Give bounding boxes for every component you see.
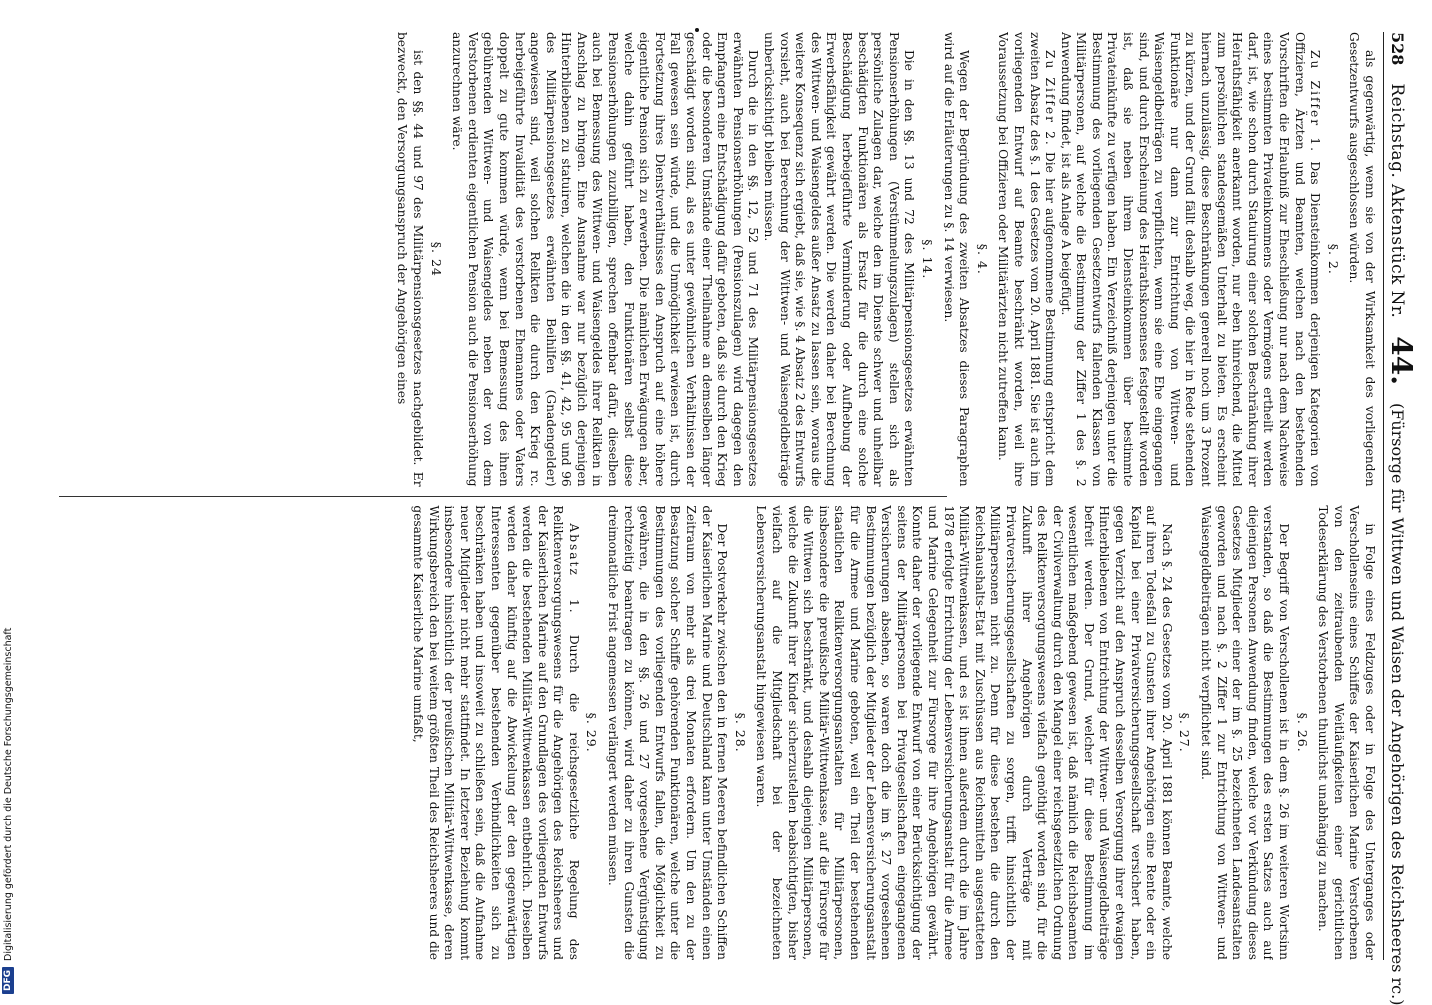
paragraph: Wegen der Begründung des zweiten Absatzes dieses Paragraphen wird auf die Erläuterungen zu §. 14 verwiesen. [941, 32, 972, 487]
paragraph: in Folge eines Feldzuges oder in Folge des Unterganges oder Verschollenseins eines Schiffes der Kaiserlichen Marine Verstorbenen von den zeitraubenden Weitläufigkeiten einer gerichtlichen Todeserklärung des Verstorbenen thunlichst unabhängig zu machen. [1316, 505, 1377, 960]
right-column [59, 505, 1377, 960]
paragraph: Nach §. 24 des Gesetzes vom 20. April 1881 können Beamte, welche auf ihren Todesfall zu Gunsten ihrer Angehörigen eine Rente oder ein Kapital bei einer Privatversicherungsgesellschaft versichert haben, gegen Verzicht auf den Anspruch desselben Versorgung ihrer etwaigen Hinterbliebenen von Entrichtung der Wittwen- und Waisengeldbeiträge befreit werden. Der Grund, welcher für diese Bestimmung im wesentlichen maßgebend gewesen ist, daß nämlich die Reichsbeamten der Civilverwaltung durch den Mangel einer reichsgesetzlichen Ordnung des Reliktenversorgungswesens vielfach genöthigt worden sind, für die Zukunft ihrer Angehörigen durch Verträge mit Privatversicherungsgesellschaften zu sorgen, trifft hinsichtlich der Militärpersonen nicht zu. Denn für diese bestehen die durch den Reichshaushalts-Etat mit Zuschüssen aus Reichsmitteln ausgestatteten Militär-Wittwenkassen, und es ist ihnen außerdem durch die im Jahre 1878 erfolgte Errichtung der Lebensversicherungsanstalt für die Armee und Marine Gelegenheit zur Fürsorge für ihre Angehörigen gewährt. Konnte daher der vorliegende Entwurf von einer Berücksichtigung der seitens der Militärpersonen bei Privatgesellschaften eingegangenen Versicherungen absehen, so waren doch die im §. 27 vorgesehenen Bestimmungen bezüglich der Mitglieder der Lebensversicherungsanstalt für die Armee und Marine geboten, weil ein Theil der bestehenden staatlichen Reliktenversorgungsanstalten für Militärpersonen, insbesondere die preußische Militär-Wittwenkasse, auf die Fürsorge für die Wittwen sich beschränkt, und deshalb diejenigen Militärpersonen, welche die Zukunft ihrer Kinder sicherzustellen beabsichtigten, bisher vielfach auf die Mitgliedschaft bei der bezeichneten Lebensversicherungsanstalt hingewiesen waren. [754, 505, 1174, 960]
digitization-footer [0, 0, 16, 1000]
section-heading: §. 28. [732, 712, 748, 753]
paragraph-text: Die hier aufgenommene Bestimmung entspricht dem zweiten Absatz des §. 1 des Gesetzes vom 20. April 1881. Sie ist auch im vorliegenden Entwurf auf Beamte beschränkt worden, weil ihre Voraussetzung bei Offizieren oder Militärärzten nicht zutreffen kann. [996, 32, 1058, 487]
section-heading: §. 29. [584, 712, 600, 753]
section-heading: §. 24 [428, 241, 444, 277]
column-gutter [59, 487, 1377, 506]
paragraph: Der Postverkehr zwischen den in fernen Meeren befindlichen Schiffen der Kaiserlichen Marine und Deutschland kann unter Umständen einen Zeitraum von mehr als drei Monaten erfordern. Um den zu der Besatzung solcher Schiffe gehörenden Funktionären, welche unter die Bestimmungen des vorliegenden Entwurfs fallen, die Möglichkeit zu gewähren, die in den §§. 26 und 27 vorgesehene Vergünstigung rechtzeitig beantragen zu können, wird daher zu ihren Gunsten die dreimonatliche Frist angemessen verlängert werden müssen. [606, 505, 730, 960]
absatz-label: Absatz 1. [566, 523, 581, 615]
page-header [1383, 32, 1418, 1005]
issue-number: 44. [1385, 336, 1418, 385]
section-heading: §. 2. [1325, 243, 1341, 275]
text-columns [59, 32, 1377, 960]
ziffer-label: Zu Ziffer 1. [1308, 50, 1323, 154]
paragraph-text: Durch die reichsgesetzliche Regelung des Reliktenversorgungswesens für die Angehörigen des Reichsheeres und der Kaiserlichen Marine auf den Grundlagen des vorliegenden Entwurfs werden die bestehenden Militär-Wittwenkassen entbehrlich. Dieselben werden daher künftig auf die Abwickelung der den gegenwärtigen Interessenten gegenüber bestehenden Verbindlichkeiten sich zu beschränken haben und insoweit zu schließen sein, daß die Aufnahme neuer Mitglieder nicht mehr stattfindet. In letzterer Beziehung kommt insbesondere hinsichtlich der preußischen Militär-Wittwenkasse, deren Wirkungsbereich den bei weitem größten Theil des Reichsheeres und die gesammte Kaiserliche Marine umfaßt, [410, 505, 581, 960]
paragraph: Der Begriff von Verschollenen ist in dem §. 26 im weiteren Wortsinn verstanden, so daß die Bestimmungen des ersten Satzes auch auf diejenigen Personen Anwendung finden, welche vor Verkündung dieses Gesetzes Mitglieder einer der im §. 25 bezeichneten Landesanstalten geworden und nach §. 2 Ziffer 1 zur Entrichtung von Wittwen- und Waisengeldbeiträgen nicht verpflichtet sind. [1199, 505, 1292, 960]
section-heading: §. 14. [919, 239, 935, 280]
page-number: 528 [1388, 32, 1407, 66]
left-column [59, 32, 1377, 487]
dfg-logo: DFG [2, 967, 14, 994]
paragraph [995, 32, 1057, 487]
section-heading: §. 26. [1294, 712, 1310, 753]
section-heading: §. 4. [974, 243, 990, 275]
paragraph [409, 505, 581, 960]
scan-speck [695, 28, 699, 32]
ziffer-label: Zu Ziffer 2. [1043, 50, 1058, 147]
paragraph [1057, 32, 1322, 487]
paragraph: Die in den §§. 13 und 72 des Militärpensionsgesetzes erwähnten Pensionserhöhungen (Verstümmelungszulagen) stellen sich als persönliche Zulagen dar, welche den im Dienste schwer und unheilbar beschädigten Funktionären als Ersatz für die durch eine solche Beschädigung herbeigeführte Verminderung oder Aufhebung der Erwerbsfähigkeit gewährt werden. Die werden daher bei Berechnung des Wittwen- und Waisengeldes außer Ansatz zu lassen sein, woraus die weitere Konsequenz sich ergiebt, daß sie, wie §. 4 Absatz 2 des Entwurfs vorsieht, auch bei Berechnung der Wittwen- und Waisengeldbeiträge unberücksichtigt bleiben müssen. [762, 32, 917, 487]
paragraph: ist den §§. 44 und 97 des Militärpensionsgesetzes nachgebildet. Er bezweckt, den Versorgungsanspruch der Angehörigen eines [395, 32, 425, 487]
footer-text: Digitalisierung gefördert durch die Deutsche Forschungsgemeinschaft [2, 627, 14, 961]
paragraph: als gegenwärtig, wenn sie von der Wirksamkeit des vorliegenden Gesetzentwurfs ausgeschlossen würden. [1347, 32, 1377, 487]
header-topic: (Fürsorge für Wittwen und Waisen der Angehörigen des Reichsheeres rc.) [1388, 402, 1407, 1005]
paragraph-text: Das Diensteinkommen derjenigen Kategorien von Offizieren, Ärzten und Beamten, welchen nach den bestehenden Vorschriften die Erlaubniß zur Eheschließung nur nach dem Nachweise eines bestimmten Privateinkommens oder Vermögens ertheilt werden darf, ist, wie schon durch Statuirung einer solchen Beschränkung ihrer Heirathsfähigkeit anerkannt worden, nur eben hinreichend, die Mittel zum persönlichen standesgemäßen Unterhalt zu bieten. Es erscheint hiernach unzulässig, diese Beschränkungen generell noch um 3 Prozent zu kürzen, und der Grund fällt deshalb weg, die hier in Rede stehenden Funktionäre nur dann zur Entrichtung von Wittwen- und Waisengeldbeiträgen zu verpflichten, wenn sie eine Ehe eingegangen sind, und durch Erscheinung des Heirathskonsenses festgestellt worden ist, daß sie neben ihrem Diensteinkommen über bestimmte Privateinkünfte zu verfügen haben. Ein Verzeichniß derjenigen unter die Bestimmung des vorliegenden Gesetzentwurfs fallenden Klassen von Militärpersonen, auf welche die Bestimmung der Ziffer 1 des §. 2 Anwendung findet, ist als Anlage A beigefügt. [1058, 32, 1323, 487]
journal-title: Reichstag. Aktenstück Nr. [1387, 83, 1407, 319]
paragraph: Durch die in den §§. 12, 52 und 71 des Militärpensionsgesetzes erwähnten Pensionserhöhungen (Pensionszulagen) wird dagegen den Empfangern eine Entschädigung dafür geboten, daß sie durch den Krieg oder die besonderen Umstände einer Theilnahme an demselben länger geschädigt worden sind, als es unter gewöhnlichen Verhältnissen der Fall gewesen sein würde, und die Unmöglichkeit erwiesen ist, durch Fortsetzung ihres Dienstverhältnisses den Anspruch auf eine höhere eigentliche Pension sich zu erwerben. Die nämlichen Erwägungen aber, welche dahin geführt haben, den Funktionären selbst diese Pensionserhöhungen zuzubilligen, sprechen offenbar dafür, dieselben auch bei Bemessung des Wittwen- und Waisengeldes ihrer Relikten in Anschlag zu bringen. Eine Ausnahme war nur bezüglich derjenigen Hinterbliebenen zu statuiren, welchen die in den §§. 41, 42, 95 und 96 des Militärpensionsgesetzes erwähnten Beihilfen (Gnadengelder) angewiesen sind, weil solchen Relikten die durch den Krieg rc. herbeigeführte Invalidität des verstorbenen Ehemannes oder Vaters doppelt zu gute kommen würde, wenn bei Bemessung des ihnen gebührenden Wittwen- und Waisengeldes neben der von dem Verstorbenen erdienten eigentlichen Pension auch die Pensionserhöhung anzurechnen wäre. [450, 32, 761, 487]
section-heading: §. 27. [1177, 712, 1193, 753]
column-divider [59, 496, 947, 497]
